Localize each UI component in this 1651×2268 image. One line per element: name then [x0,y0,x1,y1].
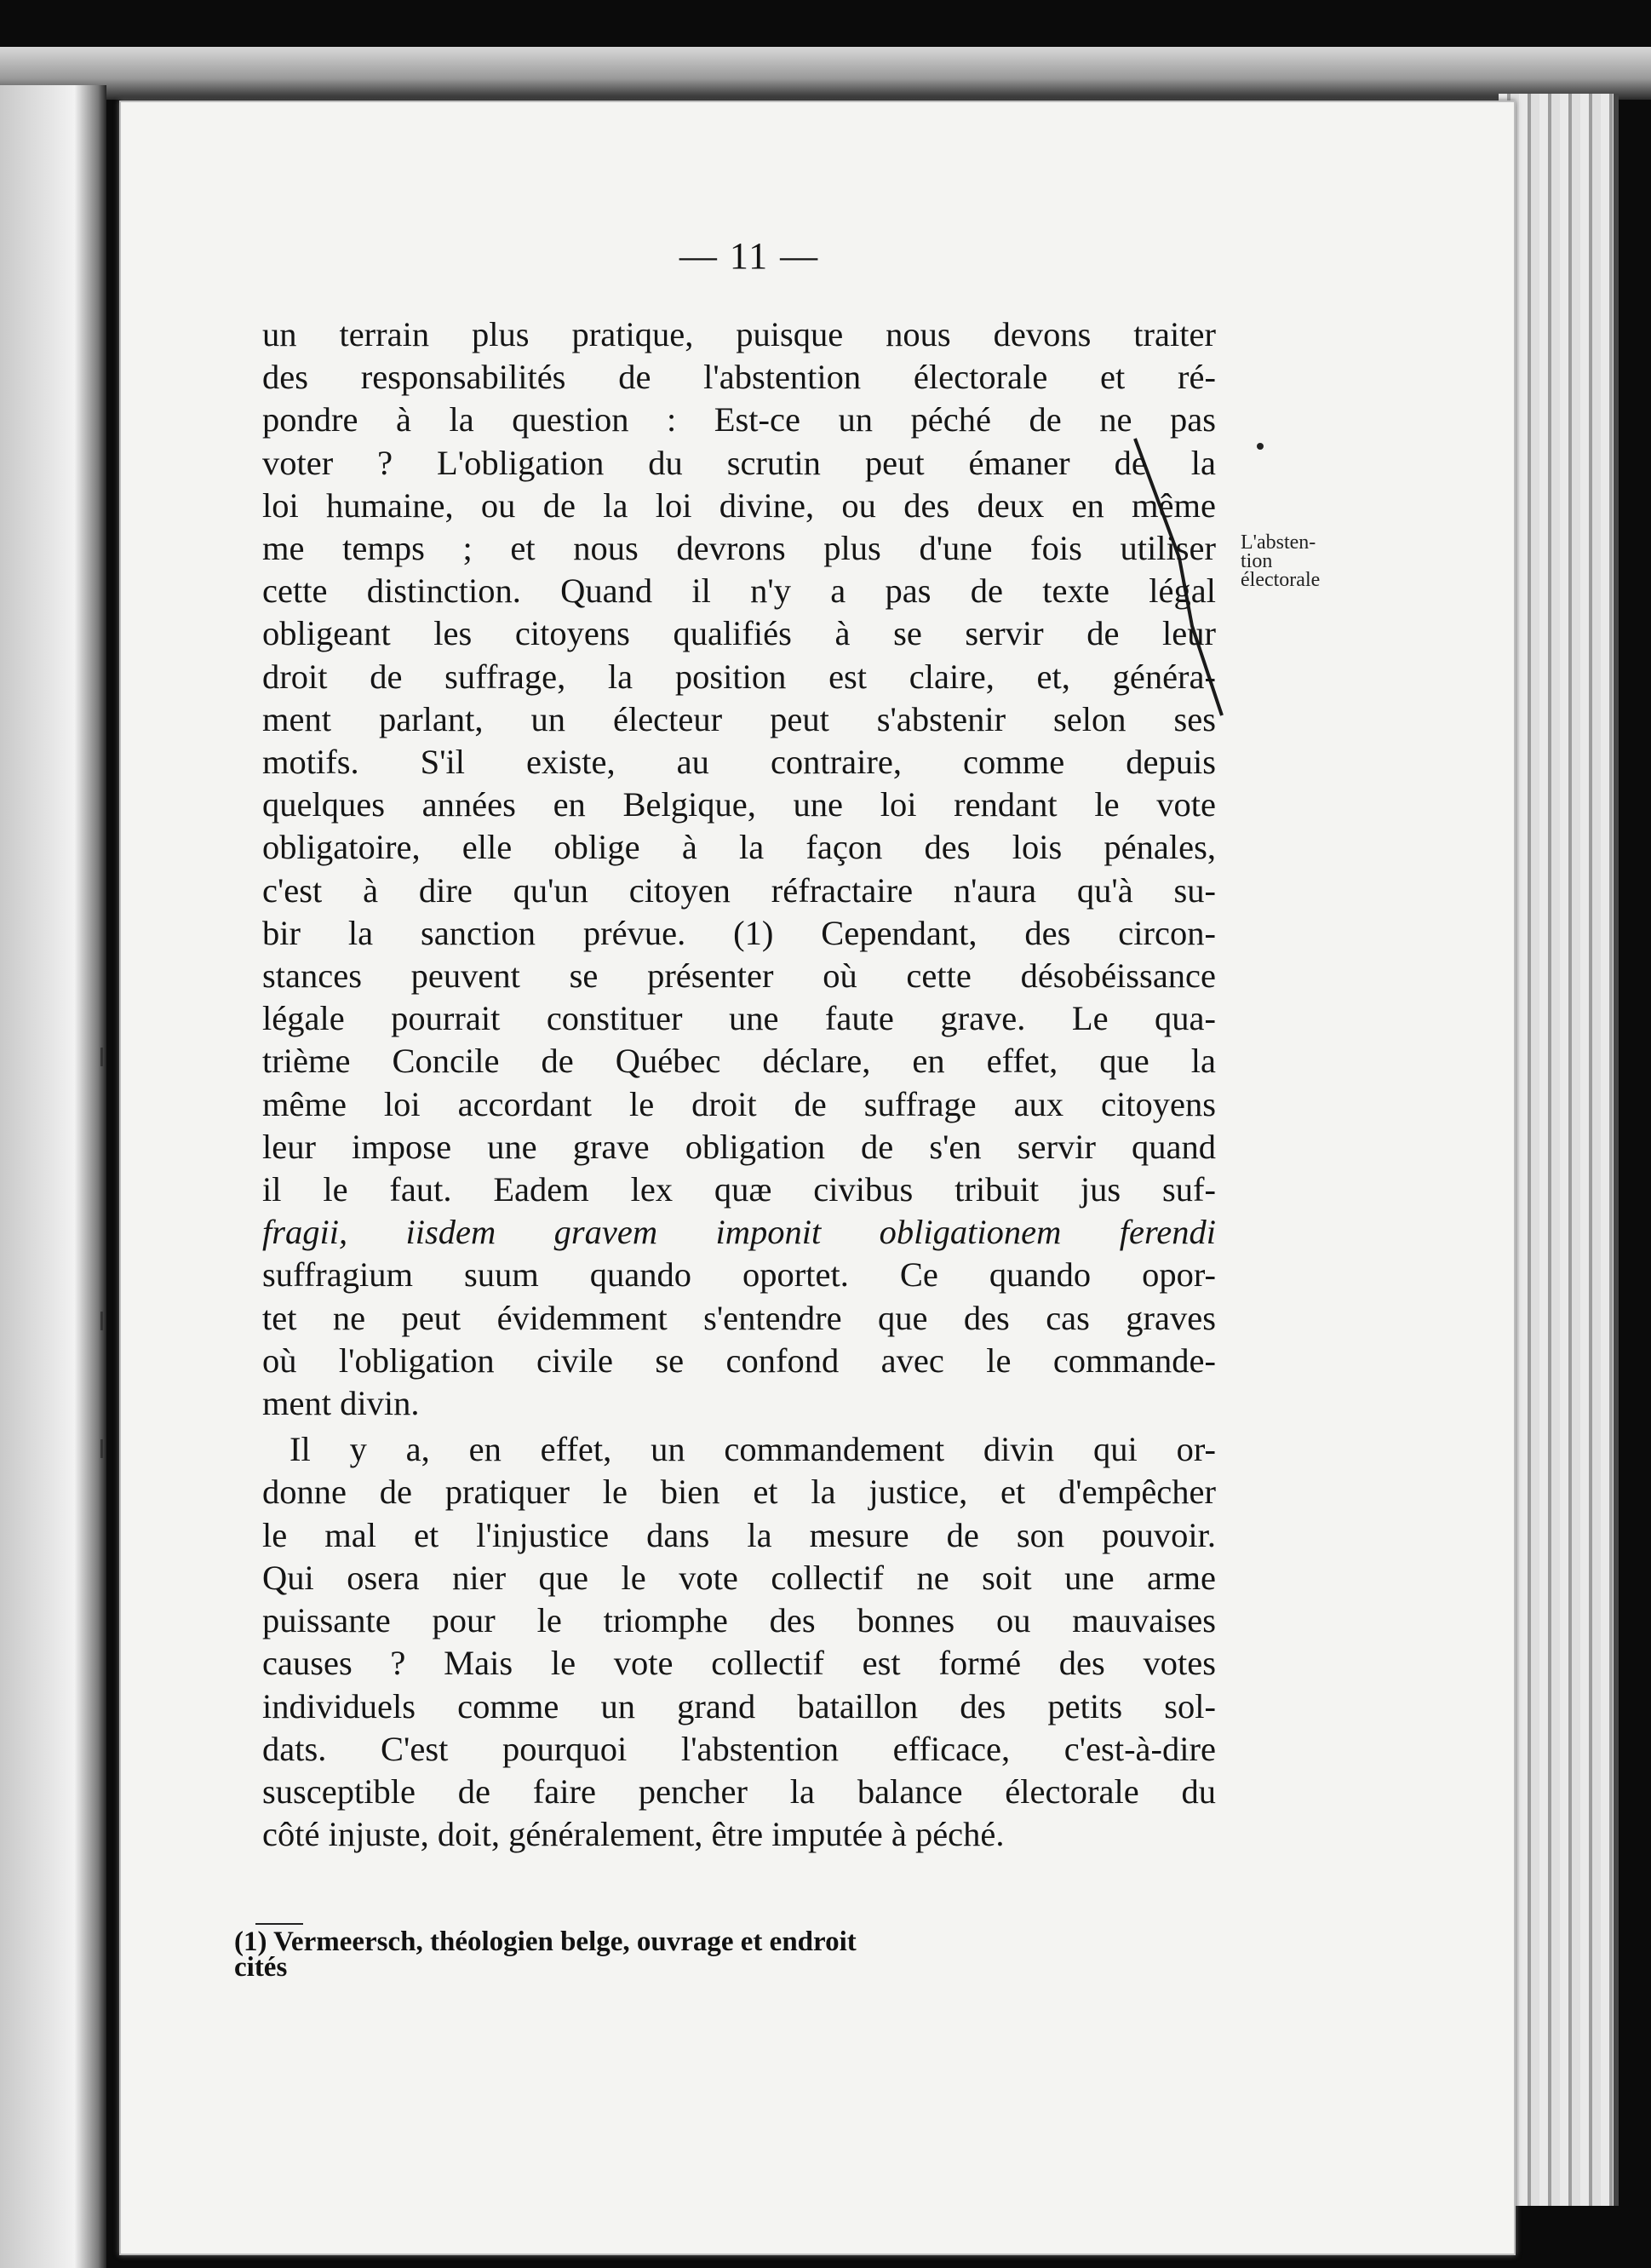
text-line: un terrain plus pratique, puisque nous devons traiter [262,315,1216,353]
text-line: bir la sanction prévue. (1) Cependant, des circon- [262,913,1216,952]
paragraph-2 [262,1428,1216,1856]
binding-mark [100,1312,103,1330]
footnote [234,1926,1201,1983]
text-line: le mal et l'injustice dans la mesure de son pouvoir. [262,1515,1216,1554]
text-line: stances peuvent se présenter où cette désobéissance [262,956,1216,996]
text-line: droit de suffrage, la position est claire, et, généra- [262,657,1216,696]
text-line: trième Concile de Québec déclare, en effet, que la [262,1042,1216,1081]
text-line: obligatoire, elle oblige à la façon des lois pénales, [262,828,1216,867]
binding-mark [100,1048,103,1066]
footnote-line: cités [234,1952,288,1983]
text-line: ment divin. [262,1384,420,1423]
margin-note-line: électorale [1241,569,1321,591]
text-line: côté injuste, doit, généralement, être imputée à péché. [262,1815,1005,1854]
text-line: quelques années en Belgique, une loi rendant le vote [262,785,1216,824]
text-line: légale pourrait constituer une faute grave. Le qua- [262,999,1216,1038]
text-line: où l'obligation civile se confond avec le commande- [262,1341,1216,1380]
text-line: Qui osera nier que le vote collectif ne soit une arme [262,1558,1216,1597]
text-line: individuels comme un grand bataillon des petits sol- [262,1686,1216,1725]
paragraph-1 [262,313,1216,1425]
text-line: tet ne peut évidemment s'entendre que des cas graves [262,1298,1216,1337]
text-line: il le faut. Eadem lex quæ civibus tribuit jus suf- [262,1170,1216,1209]
text-line: dats. C'est pourquoi l'abstention efficace, c'est-à-dire [262,1729,1216,1768]
page-stack-edge [1499,94,1619,2206]
text-line: ment parlant, un électeur peut s'abstenir selon ses [262,699,1216,738]
binding-mark [100,1439,103,1458]
text-line: suffragium suum quando oportet. Ce quando opor- [262,1255,1216,1295]
margin-note-line: tion [1241,550,1273,572]
footnote-line: (1) Vermeersch, théologien belge, ouvrage et endroit [234,1926,857,1957]
body-text [262,313,1216,1856]
margin-note-line: L'absten- [1241,531,1316,554]
text-line: causes ? Mais le vote collectif est formé des votes [262,1644,1216,1683]
text-line: susceptible de faire pencher la balance électorale du [262,1771,1216,1811]
text-line: puissante pour le triomphe des bonnes ou mauvaises [262,1601,1216,1640]
margin-dot [1257,443,1264,450]
text-line: loi humaine, ou de la loi divine, ou des deux en même [262,485,1216,525]
footnote-rule [255,1923,303,1925]
text-line: me temps ; et nous devrons plus d'une fois utiliser [262,529,1216,568]
text-line: fragii, iisdem gravem imponit obligationem ferendi [262,1213,1216,1252]
text-line: voter ? L'obligation du scrutin peut émaner de la [262,443,1216,482]
text-line: cette distinction. Quand il n'y a pas de texte légal [262,571,1216,611]
text-line: leur impose une grave obligation de s'en servir quand [262,1127,1216,1166]
text-line: donne de pratiquer le bien et la justice, et d'empêcher [262,1473,1216,1512]
text-line: des responsabilités de l'abstention électorale et ré- [262,358,1216,397]
margin-note [1241,533,1385,589]
text-line: Il y a, en effet, un commandement divin qui or- [289,1430,1216,1469]
page-number: — 11 — [679,235,820,277]
scan-top-edge [0,47,1651,100]
text-line: obligeant les citoyens qualifiés à se servir de leur [262,614,1216,653]
text-line: motifs. S'il existe, au contraire, comme depuis [262,743,1216,782]
text-line: c'est à dire qu'un citoyen réfractaire n'aura qu'à su- [262,870,1216,910]
facing-page-edge [0,85,106,2268]
text-line: pondre à la question : Est-ce un péché de ne pas [262,400,1216,439]
text-line: même loi accordant le droit de suffrage aux citoyens [262,1084,1216,1123]
